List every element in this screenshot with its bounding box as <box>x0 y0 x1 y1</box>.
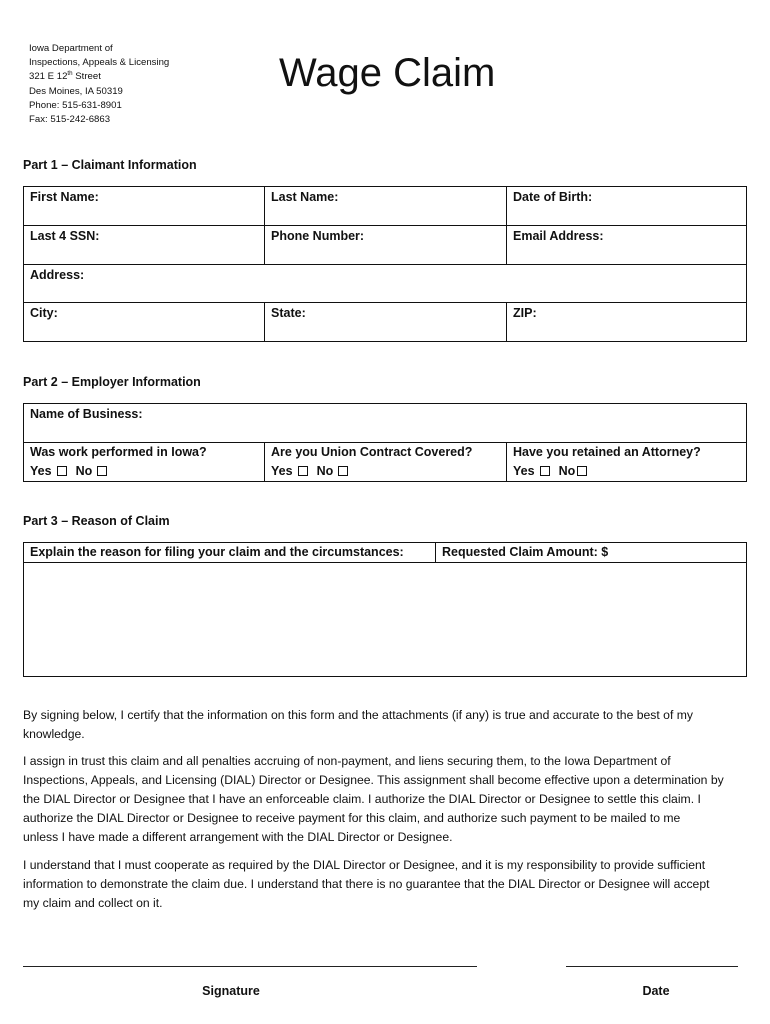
phone-number-label: Phone Number: <box>271 229 365 243</box>
signature-field[interactable] <box>23 966 477 967</box>
business-name-field[interactable] <box>24 404 747 443</box>
section-heading-part3: Part 3 – Reason of Claim <box>23 514 170 528</box>
claim-explain-label: Explain the reason for filing your claim and the circumstances: <box>30 545 404 559</box>
employer-row-business <box>24 404 747 443</box>
question-union-contract-choices <box>271 462 500 481</box>
claimant-row-contact <box>24 226 747 265</box>
certification-line: authorize the DIAL Director or Designee to receive payment for this claim, and authorize such payment to be mailed to me <box>23 811 681 825</box>
last-name-field[interactable] <box>265 187 507 226</box>
question-attorney <box>507 443 747 482</box>
no-label: No <box>316 464 334 478</box>
ssn-label: Last 4 SSN: <box>30 229 100 243</box>
certification-line: unless I have made a different arrangement with the DIAL Director or Designee. <box>23 830 453 844</box>
email-address-label: Email Address: <box>513 229 604 243</box>
zip-label: ZIP: <box>513 306 537 320</box>
certification-paragraph-1 <box>23 706 693 744</box>
first-name-label: First Name: <box>30 190 99 204</box>
certification-paragraph-3 <box>23 856 710 913</box>
claimant-row-address <box>24 265 747 303</box>
date-field[interactable] <box>566 966 738 967</box>
street-ordinal-suffix: th <box>67 70 73 78</box>
phone-number-field[interactable] <box>265 226 507 265</box>
state-label: State: <box>271 306 306 320</box>
claim-reason-field[interactable] <box>24 563 747 677</box>
email-address-field[interactable] <box>507 226 747 265</box>
city-field[interactable] <box>24 303 265 342</box>
attorney-yes-checkbox[interactable] <box>540 466 550 476</box>
question-union-contract <box>265 443 507 482</box>
first-name-field[interactable] <box>24 187 265 226</box>
yes-label: Yes <box>30 464 52 478</box>
certification-line: my claim and collect on it. <box>23 896 163 910</box>
zip-field[interactable] <box>507 303 747 342</box>
date-label: Date <box>642 984 670 998</box>
certification-line: information to demonstrate the claim due. I understand that there is no guarantee that the DIAL Director or Designee will accept <box>23 877 710 891</box>
union-contract-no-checkbox[interactable] <box>338 466 348 476</box>
agency-city-line: Des Moines, IA 50319 <box>29 85 123 97</box>
yes-label: Yes <box>271 464 293 478</box>
no-label: No <box>75 464 93 478</box>
claimant-info-table <box>23 186 747 342</box>
agency-fax-line: Fax: 515-242-6863 <box>29 114 111 126</box>
iowa-work-yes-checkbox[interactable] <box>57 466 67 476</box>
address-label: Address: <box>30 268 85 282</box>
claimant-row-name <box>24 187 747 226</box>
employer-info-table <box>23 403 747 482</box>
certification-line: By signing below, I certify that the information on this form and the attachments (if any) is true and accurate to the best of my <box>23 708 693 722</box>
question-iowa-work-choices <box>30 462 258 481</box>
claimant-row-location <box>24 303 747 342</box>
signature-label: Signature <box>202 984 260 998</box>
agency-division-line: Inspections, Appeals & Licensing <box>29 57 170 69</box>
yes-label: Yes <box>513 464 535 478</box>
agency-phone-line: Phone: 515-631-8901 <box>29 99 122 111</box>
date-of-birth-field[interactable] <box>507 187 747 226</box>
agency-street-line <box>29 70 169 84</box>
question-attorney-label: Have you retained an Attorney? <box>513 445 701 459</box>
iowa-work-no-checkbox[interactable] <box>97 466 107 476</box>
last-name-label: Last Name: <box>271 190 339 204</box>
city-label: City: <box>30 306 58 320</box>
certification-line: I assign in trust this claim and all penalties accruing of non-payment, and liens securing them, to the Iowa Department of <box>23 754 671 768</box>
certification-paragraph-2 <box>23 752 724 847</box>
agency-contact-block <box>29 42 169 127</box>
section-heading-part2: Part 2 – Employer Information <box>23 375 201 389</box>
page-title: Wage Claim <box>279 51 496 95</box>
certification-line: knowledge. <box>23 727 85 741</box>
certification-line: the DIAL Director or Designee that I have an enforceable claim. I authorize the DIAL Director or Designee to settle this claim. I <box>23 792 701 806</box>
state-field[interactable] <box>265 303 507 342</box>
attorney-no-checkbox[interactable] <box>577 466 587 476</box>
street-number: 321 E 12 <box>29 71 68 83</box>
certification-line: Inspections, Appeals, and Licensing (DIAL) Director or Designee. This assignment shall become effective upon a determination by <box>23 773 724 787</box>
no-label: No <box>558 464 576 478</box>
claim-reason-table <box>23 542 747 677</box>
claim-explain-header <box>24 543 436 563</box>
street-name: Street <box>72 71 101 83</box>
certification-line: I understand that I must cooperate as required by the DIAL Director or Designee, and it is my responsibility to provide sufficient <box>23 858 706 872</box>
claim-amount-field[interactable] <box>436 543 747 563</box>
employer-row-questions <box>24 443 747 482</box>
claim-header-row <box>24 543 747 563</box>
address-field[interactable] <box>24 265 747 303</box>
claim-body-row <box>24 563 747 677</box>
section-heading-part1: Part 1 – Claimant Information <box>23 158 197 172</box>
date-of-birth-label: Date of Birth: <box>513 190 593 204</box>
question-union-contract-label: Are you Union Contract Covered? <box>271 445 473 459</box>
business-name-label: Name of Business: <box>30 407 143 421</box>
ssn-field[interactable] <box>24 226 265 265</box>
question-iowa-work-label: Was work performed in Iowa? <box>30 445 207 459</box>
claim-amount-label: Requested Claim Amount: $ <box>442 545 609 559</box>
agency-name-line: Iowa Department of <box>29 43 113 54</box>
question-iowa-work <box>24 443 265 482</box>
question-attorney-choices <box>513 462 740 481</box>
union-contract-yes-checkbox[interactable] <box>298 466 308 476</box>
